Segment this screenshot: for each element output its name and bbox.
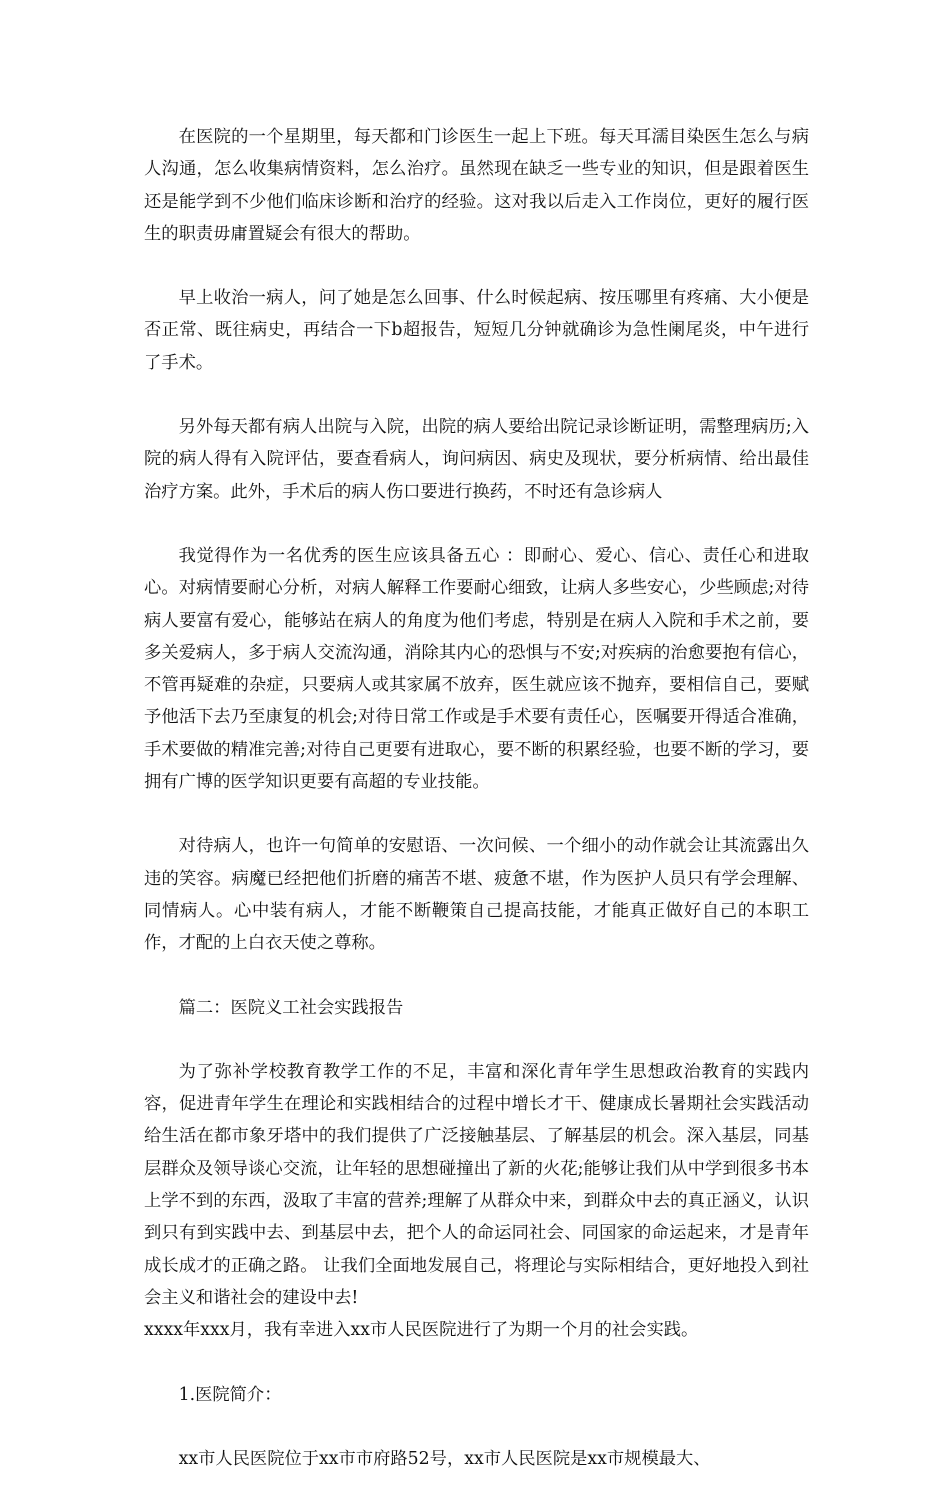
paragraph-admission-discharge: 另外每天都有病人出院与入院，出院的病人要给出院记录诊断证明，需整理病历;入院的病人得有入院评估，要查看病人，询问病因、病史及现状，要分析病情、给出最佳治疗方案。此外，手术后的病人伤口要进行换药，不时还有急诊病人 bbox=[144, 417, 809, 502]
paragraph-clinic-week: 在医院的一个星期里，每天都和门诊医生一起上下班。每天耳濡目染医生怎么与病人沟通，怎么收集病情资料，怎么治疗。虽然现在缺乏一些专业的知识，但是跟着医生还是能学到不少他们临床诊断和治疗的经验。这对我以后走入工作岗位，更好的履行医生的职责毋庸置疑会有很大的帮助。 bbox=[144, 127, 809, 244]
section-heading: 篇二：医院义工社会实践报告 bbox=[178, 997, 404, 1018]
paragraph-social-practice bbox=[144, 1056, 809, 1314]
paragraph-practice-date: xxxx年xxx月，我有幸进入xx市人民医院进行了为期一个月的社会实践。 bbox=[144, 1320, 699, 1341]
social-practice-text: 为了弥补学校教育教学工作的不足，丰富和深化青年学生思想政治教育的实践内容，促进青年学生在理论和实践相结合的过程中增长才干、健康成长暑期社会实践活动给生活在都市象牙塔中的我们提供了广泛接触基层、了解基层的机会。深入基层，同基层群众及领导谈心交流，让年轻的思想碰撞出了新的火花;能够让我们从中学到很多书本上学不到的东西，汲取了丰富的营养;理解了从群众中来，到群众中去的真正涵义，认识到只有到实践中去、到基层中去，把个人的命运同社会、同国家的命运起来，才是青年成长成才的正确之路。 让我们全面地发展自己，将理论与实际相结合，更好地投入到社会主义和谐社会的建设中去! bbox=[144, 1061, 809, 1308]
paragraph-patient-care: 对待病人，也许一句简单的安慰语、一次问候、一个细小的动作就会让其流露出久违的笑容。病魔已经把他们折磨的痛苦不堪、疲惫不堪，作为医护人员只有学会理解、同情病人。心中装有病人，才能不断鞭策自己提高技能，才能真正做好自己的本职工作，才配的上白衣天使之尊称。 bbox=[144, 836, 809, 954]
paragraph-appendicitis-case: 早上收治一病人，问了她是怎么回事、什么时候起病、按压哪里有疼痛、大小便是否正常、既往病史，再结合一下b超报告，短短几分钟就确诊为急性阑尾炎，中午进行了手术。 bbox=[144, 288, 809, 373]
paragraph-hospital-intro: xx市人民医院位于xx市市府路52号，xx市人民医院是xx市规模最大、 bbox=[178, 1448, 711, 1469]
subheading-hospital-intro: 1.医院简介： bbox=[178, 1384, 282, 1405]
paragraph-five-hearts: 我觉得作为一名优秀的医生应该具备五心 ：即耐心、爱心、信心、责任心和进取心。对病情要耐心分析，对病人解释工作要耐心细致，让病人多些安心，少些顾虑;对待病人要富有爱心，能够站在病人的角度为他们考虑，特别是在病人入院和手术之前，要多关爱病人，多于病人交流沟通，消除其内心的恐惧与不安;对疾病的治愈要抱有信心，不管再疑难的杂症，只要病人或其家属不放弃，医生就应该不抛弃，要相信自己，要赋予他活下去乃至康复的机会;对待日常工作或是手术要有责任心，医嘱要开得适合准确，手术要做的精准完善;对待自己更要有进取心，要不断的积累经验，也要不断的学习，要拥有广博的医学知识更要有高超的专业技能。 bbox=[144, 545, 809, 793]
document-body bbox=[144, 121, 809, 1507]
